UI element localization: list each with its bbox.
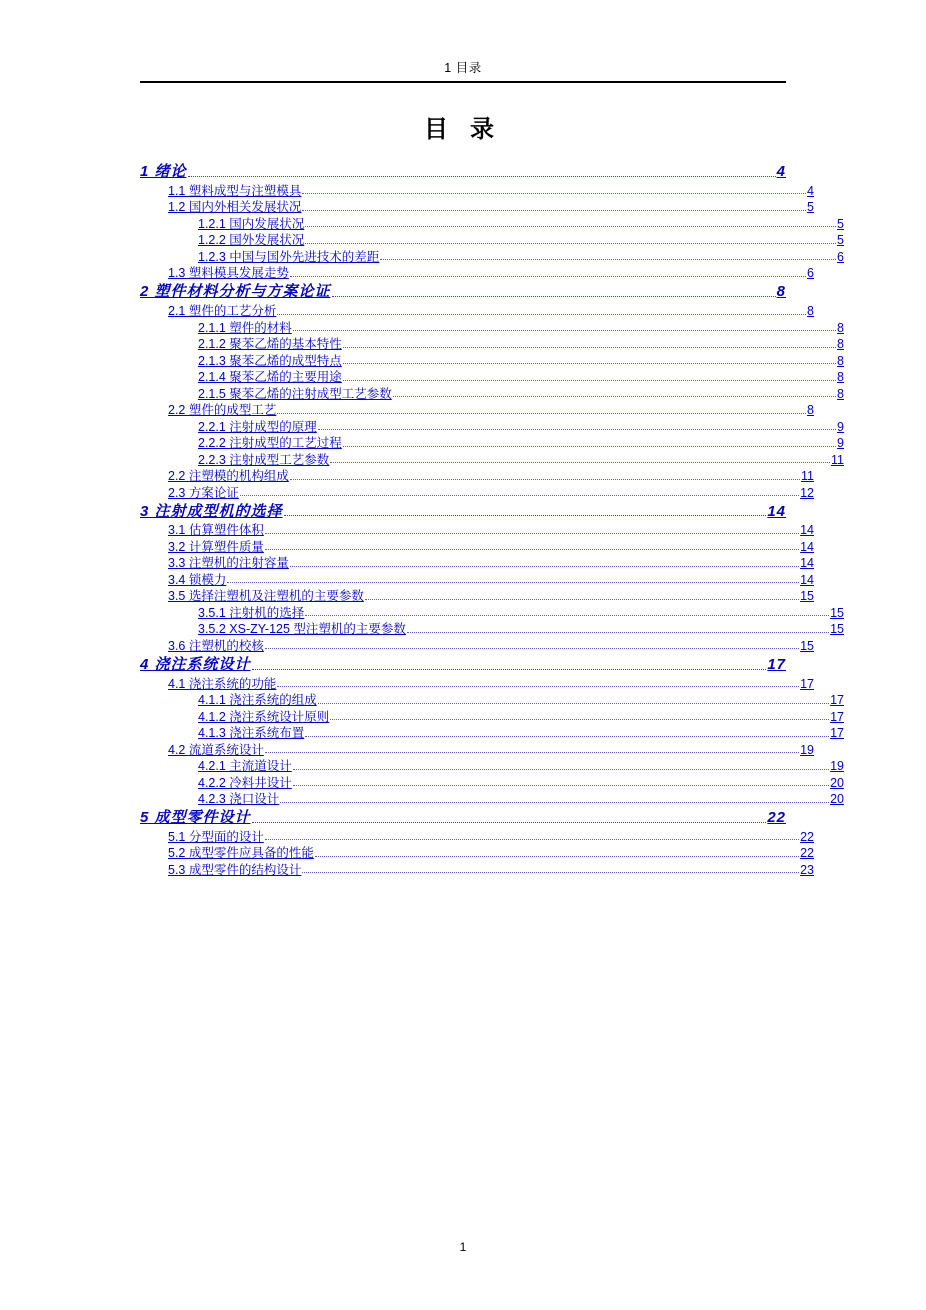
toc-leader-dots [293,768,829,770]
toc-leader-dots [277,313,806,315]
toc-entry[interactable] [140,304,814,318]
toc-entry-page[interactable]: 11 [831,452,844,467]
toc-entry-page[interactable]: 15 [830,622,844,637]
toc-entry-label[interactable]: 2.1.1 塑件的材料 [198,320,292,335]
toc-entry-label[interactable]: 5.3 成型零件的结构设计 [168,862,302,877]
toc-leader-dots [293,329,836,331]
toc-entry-page[interactable]: 6 [807,266,814,281]
toc-entry-label[interactable]: 2.3 方案论证 [168,485,239,500]
toc-leader-dots [265,838,799,840]
toc-leader-dots [305,735,829,737]
toc-entry-page[interactable]: 14 [800,572,814,587]
toc-entry[interactable] [140,217,844,231]
toc-leader-dots [290,275,806,277]
toc-entry-page[interactable]: 17 [830,709,844,724]
toc-entry-page[interactable]: 23 [800,862,814,877]
toc-leader-dots [343,379,836,381]
toc-leader-dots [330,461,830,463]
toc-entry-label[interactable]: 1.2.1 国内发展状况 [198,216,305,231]
toc-entry-page[interactable]: 9 [837,436,844,451]
toc-entry-label[interactable]: 1 绪论 [140,163,187,180]
toc-entry-label[interactable]: 4.2.2 冷料井设计 [198,775,292,790]
toc-leader-dots [343,346,836,348]
toc-entry-label[interactable]: 4.1.3 浇注系统布置 [198,726,305,741]
toc-leader-dots [284,514,767,516]
toc-entry-label[interactable]: 2.1.3 聚苯乙烯的成型特点 [198,353,342,368]
toc-entry[interactable] [140,693,844,707]
toc-entry[interactable] [140,504,786,521]
toc-entry-label[interactable]: 2.1.2 聚苯乙烯的基本特性 [198,337,342,352]
toc-entry[interactable] [140,792,844,806]
toc-leader-dots [265,548,799,550]
toc-entry-page[interactable]: 6 [837,249,844,264]
toc-entry[interactable] [140,200,814,214]
toc-entry-page[interactable]: 20 [830,792,844,807]
toc-leader-dots [305,242,836,244]
toc-entry-page[interactable]: 5 [837,233,844,248]
toc-entry-page[interactable]: 15 [800,589,814,604]
toc-entry-label[interactable]: 2.2 注塑模的机构组成 [168,469,289,484]
toc-entry-page[interactable]: 20 [830,775,844,790]
toc-entry-page[interactable]: 15 [800,638,814,653]
toc-entry[interactable] [140,420,844,434]
toc-entry[interactable] [140,810,786,827]
page-title: 目 录 [424,117,502,143]
toc-entry-label[interactable]: 1.2 国内外相关发展状况 [168,200,302,215]
toc-leader-dots [290,478,800,480]
toc-leader-dots [293,784,829,786]
toc-entry[interactable] [140,776,844,790]
toc-entry-page[interactable]: 17 [767,655,786,673]
toc-entry[interactable] [140,657,786,674]
toc-leader-dots [280,801,829,803]
toc-leader-dots [393,395,836,397]
toc-entry-label[interactable]: 2.2.3 注射成型工艺参数 [198,452,330,467]
toc-entry-label[interactable]: 5.1 分型面的设计 [168,829,264,844]
toc-entry-label[interactable]: 1.1 塑料成型与注塑模具 [168,183,302,198]
toc-entry-page[interactable]: 8 [776,283,786,301]
toc-entry-label[interactable]: 3.1 估算塑件体积 [168,523,264,538]
toc-leader-dots [252,668,767,670]
toc-entry[interactable] [140,321,844,335]
toc-entry[interactable] [140,164,786,181]
toc-leader-dots [252,821,767,823]
toc-entry-label[interactable]: 3.3 注塑机的注射容量 [168,556,289,571]
toc-entry-label[interactable]: 3 注射成型机的选择 [140,502,283,520]
toc-entry-page[interactable]: 14 [800,539,814,554]
toc-entry-page[interactable]: 8 [837,337,844,352]
toc-entry[interactable] [140,233,844,247]
toc-leader-dots [332,295,776,297]
toc-entry-page[interactable]: 4 [807,183,814,198]
toc-entry-page[interactable]: 5 [807,200,814,215]
toc-leader-dots [302,871,799,873]
toc-entry-label[interactable]: 1.2.2 国外发展状况 [198,233,305,248]
toc-entry-page[interactable]: 19 [830,759,844,774]
toc-entry-page[interactable]: 17 [830,693,844,708]
toc-leader-dots [188,175,776,177]
toc-entry[interactable] [140,266,814,280]
toc-entry[interactable] [140,284,786,301]
page-header: 1 目录 [444,61,482,75]
toc-entry-page[interactable]: 22 [800,829,814,844]
toc-entry[interactable] [140,639,814,653]
toc-entry-page[interactable]: 14 [800,556,814,571]
table-of-contents [140,163,844,877]
toc-entry[interactable] [140,556,814,570]
toc-entry-label[interactable]: 2 塑件材料分析与方案论证 [140,283,331,301]
toc-entry-label[interactable]: 3.5.2 XS-ZY-125 型注塑机的主要参数 [198,622,406,637]
toc-entry[interactable] [140,677,814,691]
toc-entry[interactable] [140,710,844,724]
toc-entry-label[interactable]: 2.1 塑件的工艺分析 [168,304,277,319]
header-rule [140,81,786,83]
toc-leader-dots [343,445,836,447]
toc-leader-dots [290,565,799,567]
toc-entry[interactable] [140,469,814,483]
toc-leader-dots [318,428,836,430]
toc-entry[interactable] [140,589,814,603]
toc-entry[interactable] [140,726,844,740]
toc-entry-label[interactable]: 5.2 成型零件应具备的性能 [168,846,314,861]
toc-entry-page[interactable]: 15 [830,605,844,620]
toc-entry-label[interactable]: 3.6 注塑机的校核 [168,638,264,653]
toc-entry-page[interactable]: 14 [767,502,786,520]
toc-entry-page[interactable]: 8 [807,403,814,418]
toc-entry-label[interactable]: 3.4 锁模力 [168,572,227,587]
toc-leader-dots [407,631,829,633]
toc-entry-page[interactable]: 8 [837,320,844,335]
toc-entry-label[interactable]: 2.1.5 聚苯乙烯的注射成型工艺参数 [198,386,392,401]
page-footer: 1 [459,1240,467,1254]
toc-leader-dots [277,412,806,414]
toc-entry[interactable] [140,846,814,860]
toc-entry-page[interactable]: 19 [800,742,814,757]
toc-entry[interactable] [140,403,814,417]
toc-entry-page[interactable]: 17 [800,676,814,691]
toc-leader-dots [277,685,799,687]
toc-entry[interactable] [140,540,814,554]
toc-entry-page[interactable]: 8 [837,353,844,368]
toc-entry[interactable] [140,184,814,198]
toc-entry-label[interactable]: 4.2.3 浇口设计 [198,792,280,807]
toc-entry[interactable] [140,337,844,351]
toc-entry-label[interactable]: 3.5.1 注射机的选择 [198,605,305,620]
toc-leader-dots [343,362,836,364]
toc-leader-dots [305,225,836,227]
toc-entry[interactable] [140,622,844,636]
toc-entry-label[interactable]: 3.5 选择注塑机及注塑机的主要参数 [168,589,364,604]
toc-entry[interactable] [140,606,844,620]
toc-leader-dots [302,209,806,211]
toc-entry-page[interactable]: 8 [837,386,844,401]
toc-leader-dots [227,581,799,583]
toc-entry-label[interactable]: 4.1 浇注系统的功能 [168,676,277,691]
toc-leader-dots [380,258,836,260]
toc-entry[interactable] [140,759,844,773]
toc-entry-page[interactable]: 9 [837,419,844,434]
toc-leader-dots [240,494,799,496]
toc-entry[interactable] [140,863,814,877]
toc-entry[interactable] [140,354,844,368]
toc-entry[interactable] [140,523,814,537]
toc-leader-dots [365,598,799,600]
toc-entry-page[interactable]: 11 [801,469,814,484]
toc-entry-label[interactable]: 4.2 流道系统设计 [168,742,264,757]
toc-entry-page[interactable]: 17 [830,726,844,741]
toc-entry-page[interactable]: 5 [837,216,844,231]
toc-entry-page[interactable]: 8 [837,370,844,385]
toc-entry-page[interactable]: 8 [807,304,814,319]
toc-entry[interactable] [140,573,814,587]
toc-entry-label[interactable]: 4.1.1 浇注系统的组成 [198,693,317,708]
toc-entry[interactable] [140,387,844,401]
toc-entry-page[interactable]: 12 [800,485,814,500]
toc-entry-page[interactable]: 4 [776,163,786,180]
toc-entry[interactable] [140,453,844,467]
toc-entry-label[interactable]: 1.3 塑料模具发展走势 [168,266,289,281]
toc-leader-dots [315,855,799,857]
toc-entry-page[interactable]: 14 [800,523,814,538]
toc-entry-page[interactable]: 22 [800,846,814,861]
toc-leader-dots [265,532,799,534]
toc-entry-label[interactable]: 2.2.1 注射成型的原理 [198,419,317,434]
toc-leader-dots [330,718,829,720]
toc-entry-label[interactable]: 2.1.4 聚苯乙烯的主要用途 [198,370,342,385]
toc-leader-dots [265,647,799,649]
toc-entry[interactable] [140,486,814,500]
toc-entry-label[interactable]: 4.1.2 浇注系统设计原则 [198,709,330,724]
toc-leader-dots [265,751,799,753]
toc-entry-label[interactable]: 4.2.1 主流道设计 [198,759,292,774]
toc-entry-label[interactable]: 1.2.3 中国与国外先进技术的差距 [198,249,380,264]
toc-entry-label[interactable]: 2.2.2 注射成型的工艺过程 [198,436,342,451]
toc-entry-label[interactable]: 2.2 塑件的成型工艺 [168,403,277,418]
toc-entry[interactable] [140,370,844,384]
toc-entry[interactable] [140,743,814,757]
toc-entry[interactable] [140,250,844,264]
toc-entry[interactable] [140,830,814,844]
toc-leader-dots [318,702,829,704]
toc-entry-label[interactable]: 3.2 计算塑件质量 [168,539,264,554]
toc-leader-dots [302,192,806,194]
toc-entry[interactable] [140,436,844,450]
toc-entry-label[interactable]: 5 成型零件设计 [140,809,251,827]
toc-entry-label[interactable]: 4 浇注系统设计 [140,655,251,673]
toc-leader-dots [305,614,829,616]
toc-entry-page[interactable]: 22 [767,809,786,827]
